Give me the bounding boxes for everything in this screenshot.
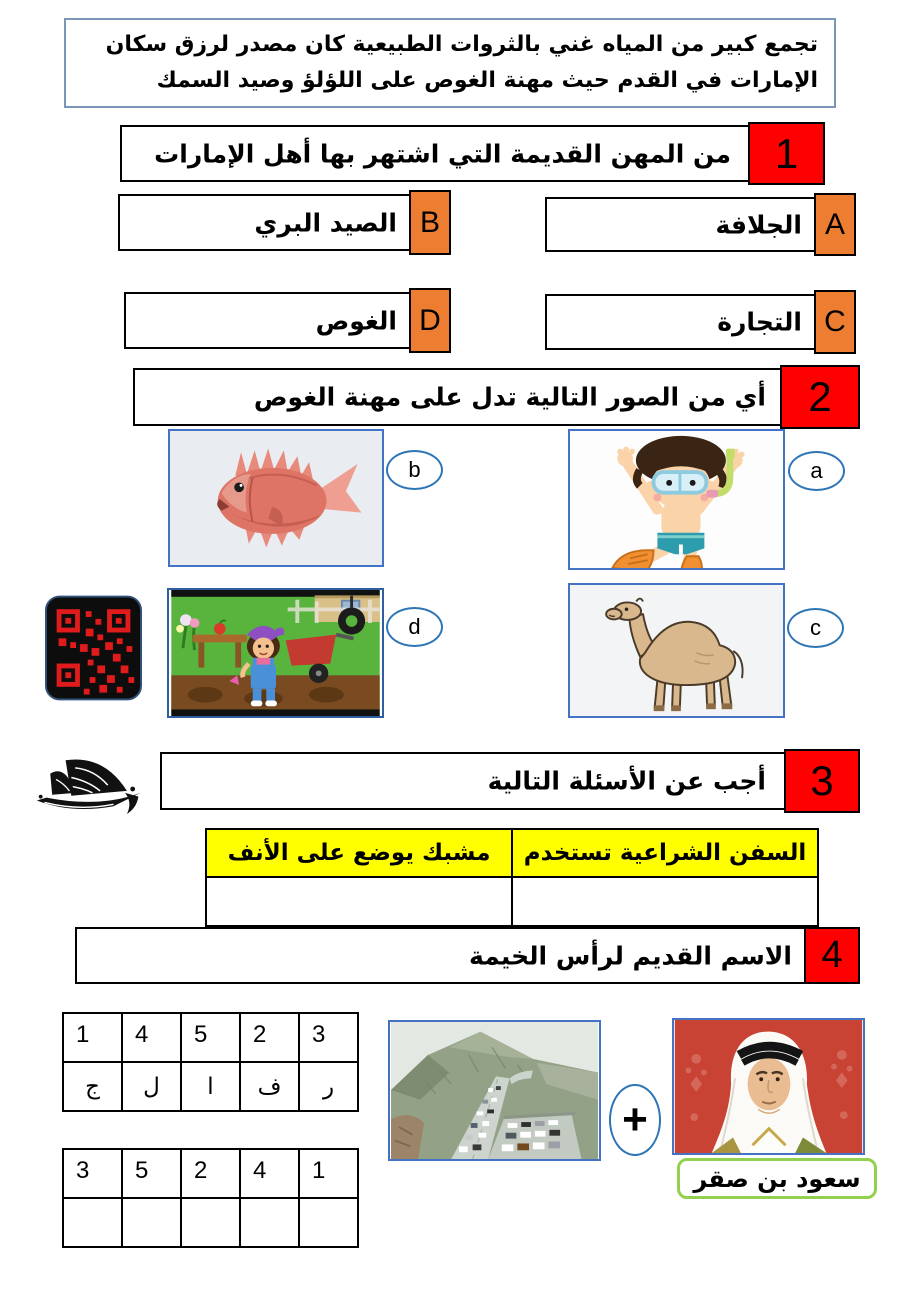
question-3-title: أجب عن الأسئلة التالية [487, 766, 766, 796]
q4-answer-table [62, 1148, 359, 1248]
option-c[interactable] [545, 294, 856, 350]
boy-snorkeling-illustration [570, 431, 783, 568]
code-number-cell: 4 [122, 1013, 181, 1062]
code-letter-cell: ف [240, 1062, 299, 1111]
question-2-bar [133, 368, 860, 426]
question-3-table [205, 828, 819, 927]
q3-header-nose-clip: مشبك يوضع على الأنف [206, 829, 512, 877]
plus-sign: + [609, 1084, 661, 1156]
answer-number-cell: 3 [63, 1149, 122, 1198]
option-a[interactable] [545, 197, 856, 252]
answer-number-cell: 5 [122, 1149, 181, 1198]
q3-answer-cell-right[interactable] [512, 877, 818, 926]
code-number-cell: 2 [240, 1013, 299, 1062]
code-number-cell: 5 [181, 1013, 240, 1062]
ruler-portrait-illustration [674, 1020, 863, 1153]
q4-answer-table-numbers-row [63, 1149, 358, 1198]
red-fish-illustration [170, 431, 382, 565]
q4-code-table [62, 1012, 359, 1112]
dhow-ship-icon [33, 753, 148, 825]
intro-text-box [64, 18, 836, 108]
choice-label-b[interactable]: b [386, 450, 443, 490]
question-1-bar [120, 125, 825, 182]
code-letter-cell: ل [122, 1062, 181, 1111]
choice-image-d[interactable] [167, 588, 384, 718]
question-4-bar [75, 927, 860, 984]
answer-letter-cell[interactable] [122, 1198, 181, 1247]
answer-number-cell: 2 [181, 1149, 240, 1198]
ruler-portrait-photo [672, 1018, 865, 1155]
q4-code-table-numbers-row [63, 1013, 358, 1062]
mountain-road-illustration [390, 1022, 599, 1159]
option-a-letter-badge: A [814, 193, 856, 256]
code-letter-cell: ر [299, 1062, 358, 1111]
choice-label-d[interactable]: d [386, 607, 443, 647]
dhow-calligraphy-image [33, 753, 148, 825]
question-1-number-badge: 1 [748, 122, 825, 185]
question-2-number-badge: 2 [780, 365, 860, 429]
option-d-label: الغوص [315, 306, 397, 335]
q4-answer-table-blank-row [63, 1198, 358, 1247]
choice-image-c[interactable] [568, 583, 785, 718]
qr-code [45, 595, 142, 701]
cartoon-girl-gardening-illustration [169, 590, 382, 716]
code-letter-cell: ا [181, 1062, 240, 1111]
choice-label-a[interactable]: a [788, 451, 845, 491]
intro-text: تجمع كبير من المياه غني بالثروات الطبيعية كان مصدر لرزق سكان الإمارات في القدم حيث مهنة الغوص على اللؤلؤ وصيد السمك [105, 31, 818, 93]
question-1-title: من المهن القديمة التي اشتهر بها أهل الإمارات [154, 139, 731, 168]
choice-image-b[interactable] [168, 429, 384, 567]
option-c-letter-badge: C [814, 290, 856, 354]
option-d[interactable] [124, 292, 451, 349]
answer-letter-cell[interactable] [240, 1198, 299, 1247]
option-b[interactable] [118, 194, 451, 251]
question-4-title: الاسم القديم لرأس الخيمة [469, 941, 792, 970]
option-b-label: الصيد البري [254, 208, 397, 237]
mountain-road-photo [388, 1020, 601, 1161]
answer-letter-cell[interactable] [299, 1198, 358, 1247]
q4-code-table-letters-row [63, 1062, 358, 1111]
question-4-number-badge: 4 [804, 927, 860, 984]
qr-code-icon [45, 595, 142, 701]
q3-answer-cell-left[interactable] [206, 877, 512, 926]
choice-image-a[interactable] [568, 429, 785, 570]
code-number-cell: 1 [63, 1013, 122, 1062]
q3-header-sailing-ships: السفن الشراعية تستخدم [512, 829, 818, 877]
option-b-letter-badge: B [409, 190, 451, 255]
code-number-cell: 3 [299, 1013, 358, 1062]
answer-number-cell: 1 [299, 1149, 358, 1198]
choice-label-c[interactable]: c [787, 608, 844, 648]
question-2-title: أي من الصور التالية تدل على مهنة الغوص [253, 382, 766, 412]
option-c-label: التجارة [717, 307, 802, 337]
answer-letter-cell[interactable] [63, 1198, 122, 1247]
question-3-bar [160, 752, 860, 810]
code-letter-cell: ج [63, 1062, 122, 1111]
question-3-number-badge: 3 [784, 749, 860, 813]
answer-number-cell: 4 [240, 1149, 299, 1198]
option-a-label: الجلافة [715, 210, 802, 239]
camel-illustration [570, 585, 783, 716]
answer-letter-cell[interactable] [181, 1198, 240, 1247]
ruler-name-caption: سعود بن صقر [677, 1158, 877, 1199]
option-d-letter-badge: D [409, 288, 451, 353]
